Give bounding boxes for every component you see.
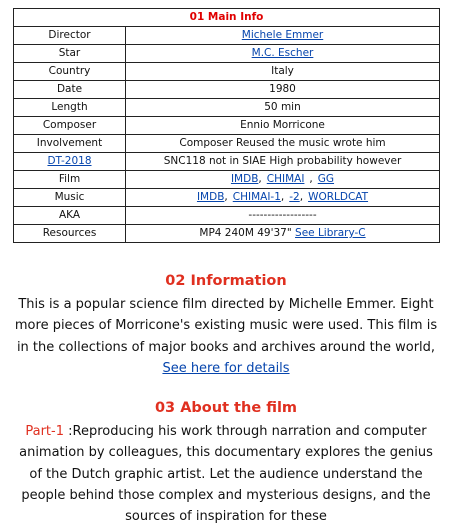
row-value-aka: ------------------ <box>126 207 440 225</box>
row-value-involvement: Composer Reused the music wrote him <box>126 135 440 153</box>
table-row <box>14 225 440 243</box>
table-row <box>14 63 440 81</box>
information-text: This is a popular science film directed by Michelle Emmer. Eight more pieces of Morricone's existing music were used. This film is in the collections of major books and archives around the world, <box>14 297 438 355</box>
separator: , <box>309 173 313 185</box>
music-chimai-1-link[interactable]: CHIMAI-1 <box>232 191 281 203</box>
table-row <box>14 135 440 153</box>
section-title-about-film: 03 About the film <box>154 400 298 416</box>
table-row <box>14 27 440 45</box>
row-value-dt: SNC118 not in SIAE High probability however <box>126 153 440 171</box>
table-header-row <box>14 9 440 27</box>
row-value-music <box>126 189 440 207</box>
row-label-aka: AKA <box>14 207 126 225</box>
separator: , <box>224 191 228 203</box>
row-value-resources <box>126 225 440 243</box>
resources-text: MP4 240M 49'37" <box>199 227 292 239</box>
row-value-star <box>126 45 440 63</box>
row-label-date: Date <box>14 81 126 99</box>
table-row <box>14 153 440 171</box>
film-chimai-link[interactable]: CHIMAI <box>266 173 305 185</box>
film-imdb-link[interactable]: IMDB <box>230 173 259 185</box>
row-label-involvement: Involvement <box>14 135 126 153</box>
row-value-film <box>126 171 440 189</box>
see-here-link[interactable]: See here for details <box>162 360 290 376</box>
row-label-country: Country <box>14 63 126 81</box>
table-row <box>14 189 440 207</box>
main-info-table <box>13 8 440 243</box>
row-label-dt <box>14 153 126 171</box>
table-row <box>14 171 440 189</box>
about-film-paragraph <box>12 421 440 527</box>
row-label-length: Length <box>14 99 126 117</box>
about-film-text: :Reproducing his work through narration and computer animation by colleagues, this documentary explores the genius of the Dutch graphic artist. Let the audience understand the people behind those complex and mysterious designs, and the sources of inspiration for these <box>19 424 433 525</box>
table-header: 01 Main Info <box>14 9 440 27</box>
row-label-resources: Resources <box>14 225 126 243</box>
section-title-information: 02 Information <box>165 273 287 289</box>
row-label-director: Director <box>14 27 126 45</box>
row-value-length: 50 min <box>126 99 440 117</box>
separator: , <box>280 191 285 203</box>
table-row <box>14 117 440 135</box>
row-value-director <box>126 27 440 45</box>
row-label-film: Film <box>14 171 126 189</box>
separator: , <box>258 173 262 185</box>
row-value-composer: Ennio Morricone <box>126 117 440 135</box>
director-link[interactable]: Michele Emmer <box>241 29 324 41</box>
music-imdb-link[interactable]: IMDB <box>196 191 225 203</box>
row-value-country: Italy <box>126 63 440 81</box>
dt-2018-link[interactable]: DT-2018 <box>47 155 92 167</box>
row-label-composer: Composer <box>14 117 126 135</box>
row-label-star: Star <box>14 45 126 63</box>
part-1-label: Part-1 <box>25 424 64 439</box>
row-label-music: Music <box>14 189 126 207</box>
information-paragraph <box>12 294 440 379</box>
row-value-date: 1980 <box>126 81 440 99</box>
table-row <box>14 81 440 99</box>
table-row <box>14 99 440 117</box>
music-chimai-2-link[interactable]: -2 <box>289 191 300 203</box>
music-worldcat-link[interactable]: WORLDCAT <box>308 191 369 203</box>
library-c-link[interactable]: See Library-C <box>295 227 366 239</box>
table-row <box>14 207 440 225</box>
separator: , <box>299 191 304 203</box>
film-gg-link[interactable]: GG <box>317 173 335 185</box>
table-row <box>14 45 440 63</box>
star-link[interactable]: M.C. Escher <box>251 47 314 59</box>
